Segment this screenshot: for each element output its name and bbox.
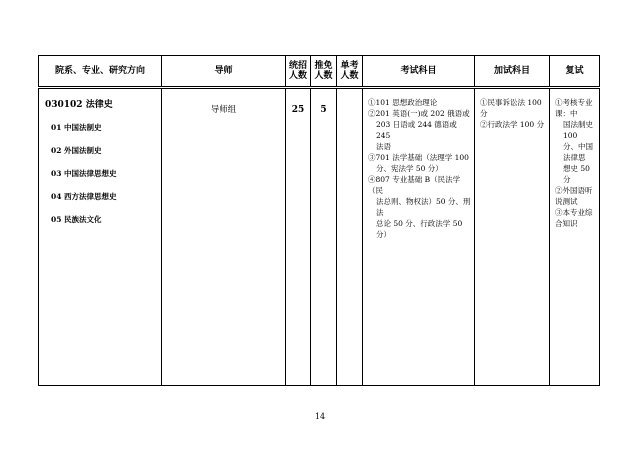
exam-line: ④807 专业基础 B（民法学（民 [368,175,461,195]
retest-line: 分、中国法律思 [563,142,593,162]
retest-line: ①考核专业课：中 [555,98,593,118]
direction-item: 05 民族法文化 [51,215,102,224]
direction-item: 03 中国法律思想史 [51,169,117,178]
retest-line: 国法制史 100 [563,120,593,140]
quota-value: 25 [291,105,305,115]
admissions-table [38,55,600,386]
quota-cell [286,88,311,386]
header-tutor: 导师 [162,56,286,88]
header-retest: 复试 [550,56,600,88]
header-extra: 加试科目 [475,56,550,88]
exam-line: ①101 思想政治理论 [368,98,438,107]
recommended-value: 5 [320,105,327,115]
header-exam: 考试科目 [363,56,475,88]
extra-line: ②行政法学 100 分 [480,120,545,129]
exam-line: 203 日语或 244 德语或 245 [376,120,457,140]
retest-cell [550,88,600,386]
exam-line: 总论 50 分、行政法学 50 分） [376,219,463,239]
tutor-cell [162,88,286,386]
major-name: 030102 法律史 [45,100,113,110]
table-row [39,88,600,386]
retest-line: ②外国语听说测试 [555,186,593,206]
table-header-row [39,56,600,88]
single-cell [337,88,363,386]
header-single: 单考人数 [337,56,363,88]
direction-item: 02 外国法制史 [51,146,102,155]
department-cell [39,88,162,386]
tutor-value: 导师组 [210,105,237,115]
exam-line: 分、宪法学 50 分） [376,164,443,173]
exam-line: ②201 英语(一)或 202 俄语或 [368,109,470,118]
header-department: 院系、专业、研究方向 [39,56,162,88]
extra-line: ①民事诉讼法 100 分 [480,98,542,118]
direction-item: 01 中国法制史 [51,123,102,132]
direction-item: 04 西方法律思想史 [51,192,117,201]
header-quota: 统招人数 [286,56,311,88]
exam-line: 法语 [376,142,391,151]
recommended-cell [311,88,337,386]
exam-cell [363,88,475,386]
extra-cell [475,88,550,386]
page-number: 14 [314,412,326,421]
header-recommended: 推免人数 [311,56,337,88]
retest-line: ③本专业综合知识 [555,208,593,228]
exam-line: 法总则、物权法）50 分、刑法 [376,197,471,217]
retest-line: 想史 50 分 [563,164,590,184]
exam-line: ③701 法学基础（法理学 100 [368,153,469,162]
